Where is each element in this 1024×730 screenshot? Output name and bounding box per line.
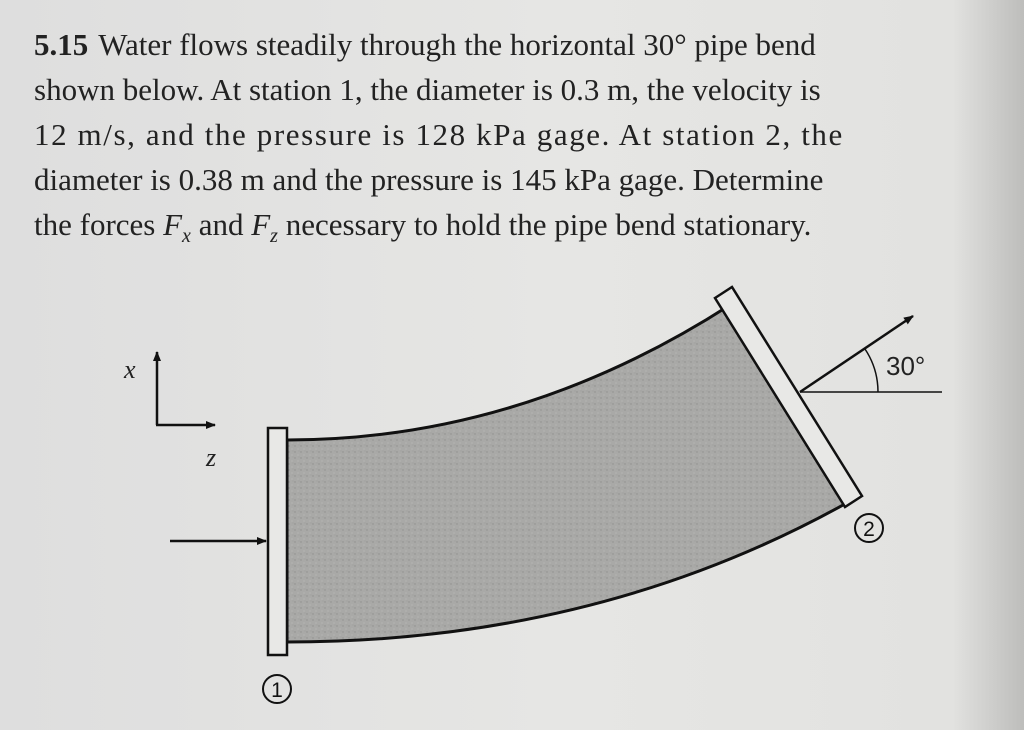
station-2-number: 2 — [863, 518, 875, 541]
problem-text-line: diameter is 0.38 m and the pressure is 145 kPa gage. Determine — [34, 162, 824, 197]
problem-text-line: 12 m/s, and the pressure is 128 kPa gage. At station 2, the — [34, 117, 844, 152]
station-1-number: 1 — [271, 679, 283, 702]
force-subscript: z — [270, 225, 278, 248]
x-axis-label: x — [124, 355, 136, 384]
text-fragment: necessary to hold the pipe bend stationary. — [277, 207, 812, 242]
force-letter: F — [251, 207, 271, 242]
force-subscript: x — [182, 225, 191, 248]
outlet-angle-indicator — [800, 316, 942, 392]
problem-text-line: Water flows steadily through the horizontal 30° pipe bend — [98, 27, 816, 62]
station-2-label — [855, 514, 883, 542]
text-fragment: and — [190, 207, 252, 242]
force-letter: F — [163, 207, 183, 242]
station-1-label — [263, 675, 291, 703]
station-1-flange — [268, 428, 287, 655]
problem-text-line: shown below. At station 1, the diameter is 0.3 m, the velocity is — [34, 72, 821, 107]
axis-system — [123, 352, 216, 472]
text-fragment: the forces — [34, 207, 164, 242]
problem-number: 5.15 — [34, 27, 89, 62]
angle-arc — [865, 349, 878, 392]
angle-label: 30° — [886, 351, 926, 381]
z-axis-label: z — [206, 443, 217, 472]
